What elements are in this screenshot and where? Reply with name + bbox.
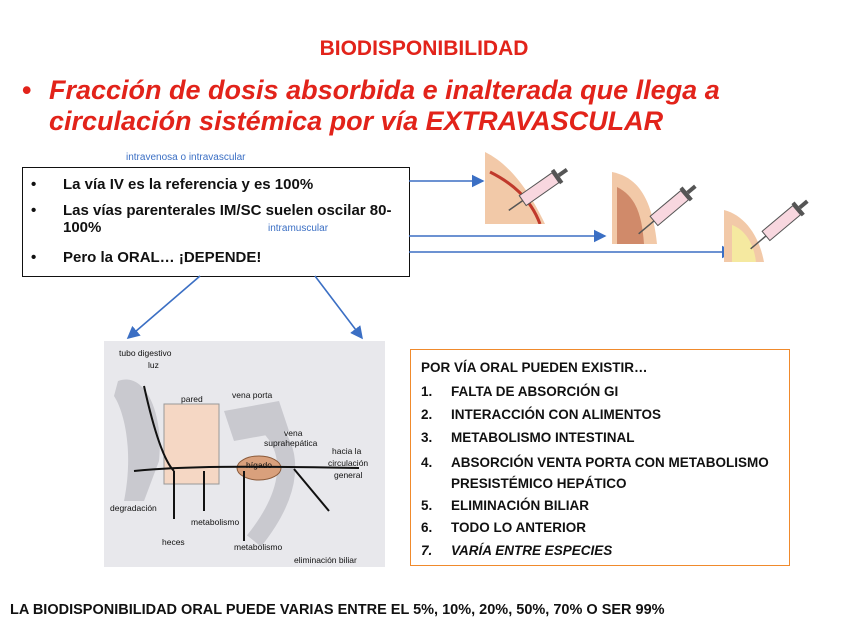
label-hacia-1: hacia la <box>332 446 362 456</box>
digestive-diagram <box>104 341 385 567</box>
arrow-to-diagram <box>128 276 200 338</box>
slide-title: BIODISPONIBILIDAD <box>319 37 529 60</box>
iv-note: intravenosa o intravascular <box>126 152 246 163</box>
oral-item: 6. TODO LO ANTERIOR <box>421 520 586 535</box>
oral-item: 2. INTERACCIÓN CON ALIMENTOS <box>421 407 662 422</box>
label-degradacion: degradación <box>110 503 157 513</box>
label-vena-supra-2: suprahepática <box>264 438 318 448</box>
footer-statement: LA BIODISPONIBILIDAD ORAL PUEDE VARIAS ENTRE EL 5%, 10%, 20%, 50%, 70% O SER 99% <box>10 602 665 618</box>
label-vena-supra-1: vena <box>284 428 303 438</box>
label-pared: pared <box>181 394 203 404</box>
label-tubo: tubo digestivo <box>119 348 172 358</box>
oral-item: 4. ABSORCIÓN VENTA PORTA CON METABOLISMO PRESISTÉMICO HEPÁTICO <box>421 455 769 491</box>
route-item-parenteral: • Las vías parenterales IM/SC suelen oscilar 80-100% <box>63 202 403 236</box>
oral-item: 7. VARÍA ENTRE ESPECIES <box>421 543 613 558</box>
label-luz: luz <box>148 360 159 370</box>
oral-item: 1. FALTA DE ABSORCIÓN GI <box>421 384 619 399</box>
im-injection-image <box>612 172 708 244</box>
definition-text: Fracción de dosis absorbida e inalterada que llega a circulación sistémica por vía EXTRAVASCULAR <box>49 75 720 136</box>
route-item-oral: • Pero la ORAL… ¡DEPENDE! <box>63 249 403 266</box>
oral-item: 3. METABOLISMO INTESTINAL <box>421 430 635 445</box>
label-heces: heces <box>162 537 185 547</box>
bullet: • <box>22 75 32 105</box>
label-metabolismo-2: metabolismo <box>234 542 283 552</box>
oral-factors-box <box>410 349 790 566</box>
route-item-iv: • La vía IV es la referencia y es 100% <box>63 176 403 193</box>
iv-injection-image <box>485 152 575 224</box>
arrow-to-list <box>315 276 362 338</box>
label-vena-porta: vena porta <box>232 390 273 400</box>
label-higado: hígado <box>246 460 272 470</box>
label-eliminacion: eliminación biliar <box>294 555 357 565</box>
oral-heading: POR VÍA ORAL PUEDEN EXISTIR… <box>421 360 648 375</box>
oral-item: 5. ELIMINACIÓN BILIAR <box>421 498 589 513</box>
im-note: intramuscular <box>268 223 329 234</box>
sc-injection-image <box>724 180 816 262</box>
label-hacia-3: general <box>334 470 363 480</box>
label-metabolismo-1: metabolismo <box>191 517 240 527</box>
label-hacia-2: circulación <box>328 458 369 468</box>
